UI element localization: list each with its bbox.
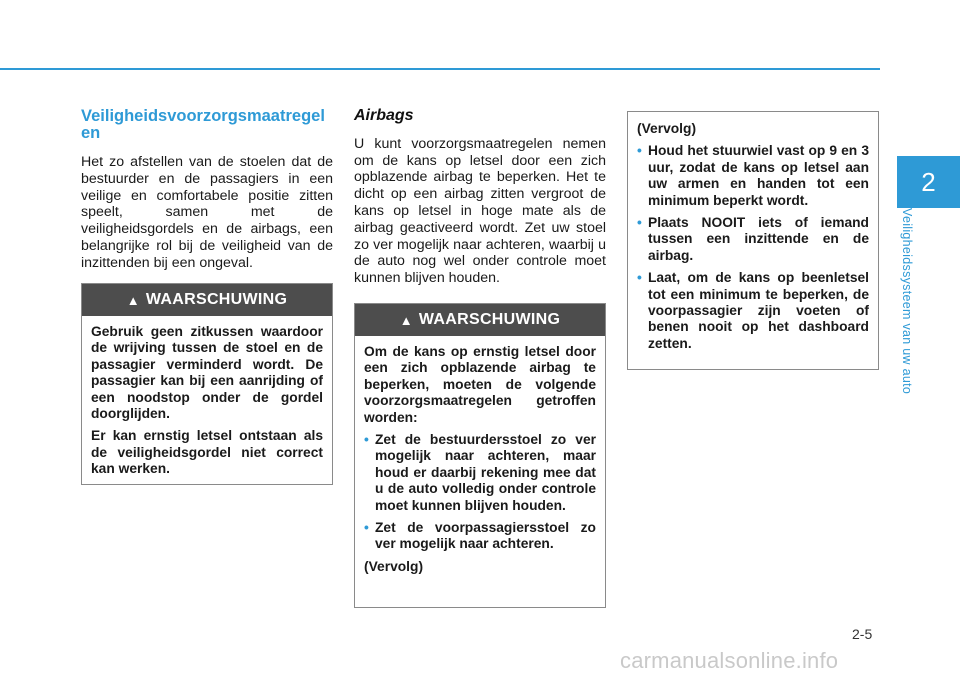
bullet-text: Plaats NOOIT iets of iemand tussen een inzittende en de airbag. [648,215,869,263]
warning-bullet [637,270,869,352]
warning-paragraph: Gebruik geen zitkussen waardoor de wrijving tussen de stoel en de passagier verminderd wordt. De passagier kan bij een aanrijding of een noodstop onder de gordel doorglijden. [91,324,323,422]
warning-body [82,316,332,492]
column-2 [354,108,606,287]
watermark: carmanualsonline.info [620,648,839,673]
chapter-title-vertical: Veiligheidssysteem van uw auto [900,208,914,395]
bullet-text: Zet de voorpassagiersstoel zo ver mogelijk naar achteren. [375,520,596,552]
bullet-dot-icon: • [637,143,642,159]
header-rule [0,68,880,70]
warning-title: WAARSCHUWING [418,311,561,328]
warning-paragraph: Er kan ernstig letsel ontstaan als de veiligheidsgordel niet correct kan werken. [91,428,323,477]
bullet-dot-icon: • [364,520,369,536]
warning-body [628,112,878,366]
page-number: 2-5 [852,626,873,642]
warning-triangle-icon: ▲ [399,312,413,328]
warning-bullet [364,520,596,553]
warning-header [355,304,605,336]
warning-bullet [364,432,596,514]
section-heading-airbags: Airbags [354,107,414,124]
warning-triangle-icon: ▲ [126,292,140,308]
warning-body [355,336,605,589]
section-body-safety: Het zo afstellen van de stoelen dat de bestuurder en de passagiers in een veilige en comfortabele positie zitten speelt, samen met de veiligheidsgordels en de airbags, een belangrijke rol bij de veiligheid van de inzittenden bij een ongeval. [81,154,333,271]
warning-bullet [637,143,869,209]
section-heading-safety: Veiligheidsvoorzorgsmaatregel en [81,107,325,142]
warning-box-airbag [354,303,606,608]
warning-bullet [637,215,869,264]
continued-label: (Vervolg) [364,558,424,574]
chapter-number-tab: 2 [897,156,960,208]
bullet-dot-icon: • [364,432,369,448]
warning-header [82,284,332,316]
warning-box-continued [627,111,879,370]
bullet-dot-icon: • [637,270,642,286]
column-1 [81,108,333,272]
continued-label: (Vervolg) [637,121,697,136]
bullet-text: Houd het stuurwiel vast op 9 en 3 uur, zodat de kans op letsel aan uw armen en handen tot een minimum beperkt wordt. [648,143,869,208]
bullet-dot-icon: • [637,215,642,231]
warning-box-seat-cushion [81,283,333,485]
bullet-text: Zet de bestuurdersstoel zo ver mogelijk naar achteren, maar houd er daarbij rekening mee dat u de auto volledig onder controle moet kunnen blijven houden. [375,432,596,513]
section-body-airbags: U kunt voorzorgsmaatregelen nemen om de kans op letsel door een zich opblazende airbag te beperken. Het te dicht op een airbag zitten vergroot de kans op letsel in hoge mate als de airbag geactiveerd wordt. Zet uw stoel zo ver mogelijk naar achteren, waarbij u de auto nog wel onder controle moet kunnen blijven houden. [354,135,606,287]
warning-title: WAARSCHUWING [145,291,288,308]
bullet-text: Laat, om de kans op beenletsel tot een minimum te beperken, de voorpassagier zijn voeten of benen nooit op het dashboard zetten. [648,270,869,351]
warning-intro: Om de kans op ernstig letsel door een zich opblazende airbag te beperken, moeten de volgende voorzorgsmaatregelen getroffen worden: [364,344,596,425]
